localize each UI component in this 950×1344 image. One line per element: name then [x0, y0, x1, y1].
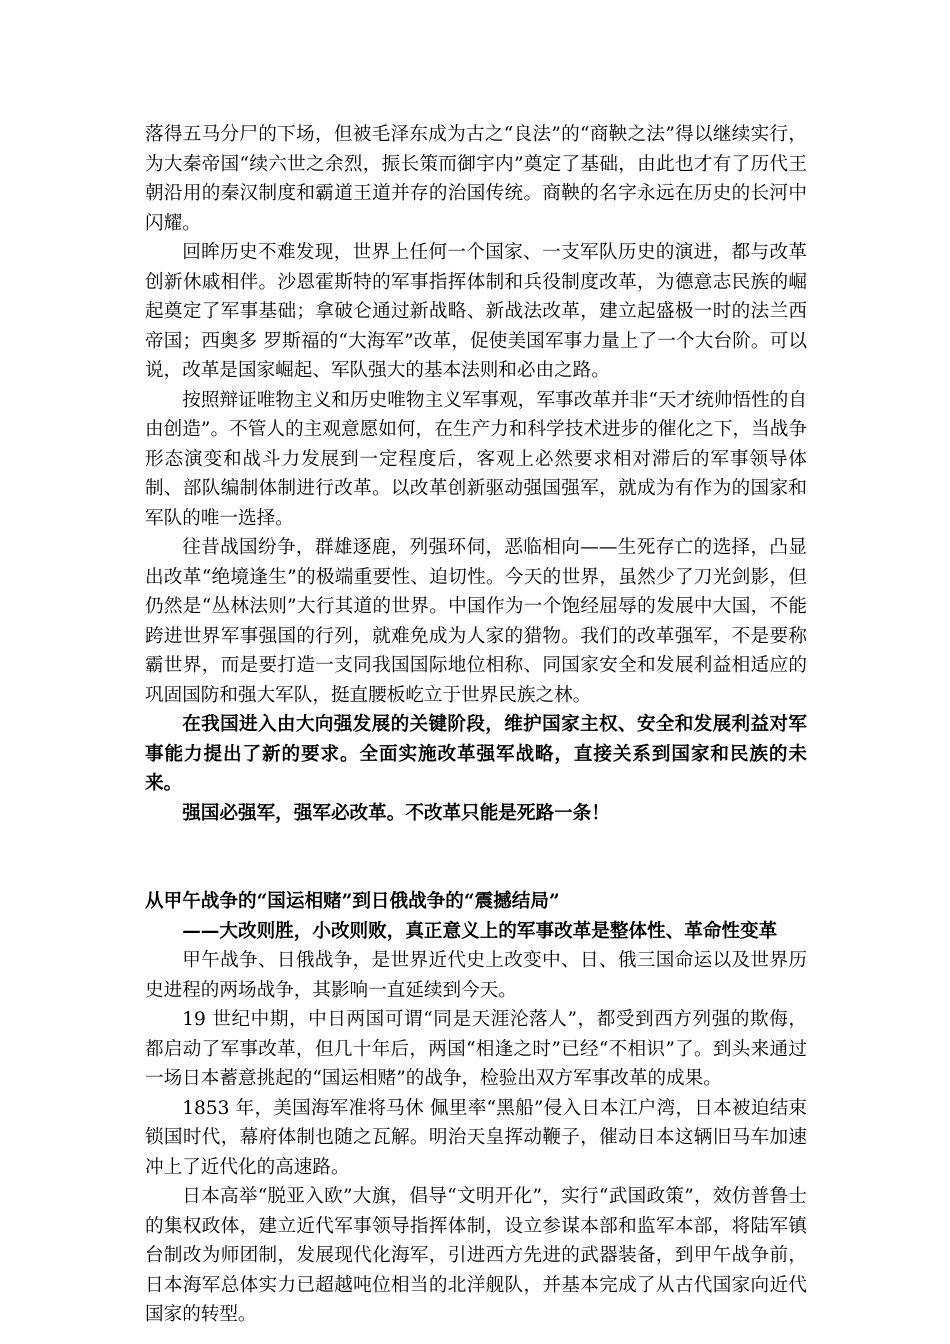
- bold-paragraph: 在我国进入由大向强发展的关键阶段，维护国家主权、安全和发展利益对军事能力提出了新的要求。全面实施改革强军战略，直接关系到国家和民族的未来。: [145, 714, 807, 794]
- paragraph: 甲午战争、日俄战争，是世界近代史上改变中、日、俄三国命运以及世界历史进程的两场战争，其影响一直延续到今天。: [145, 950, 807, 1001]
- section-subheading: ——大改则胜，小改则败，真正意义上的军事改革是整体性、革命性变革: [182, 920, 778, 942]
- paragraph: 回眸历史不难发现，世界上任何一个国家、一支军队历史的演进，都与改革创新休戚相伴。沙恩霍斯特的军事指挥体制和兵役制度改革，为德意志民族的崛起奠定了军事基础；拿破仑通过新战略、新战法改革，建立起盛极一时的法兰西帝国；西奥多 罗斯福的“大海军”改革，促使美国军事力量上了一个大台阶。可以说，改革是国家崛起、军队强大的基本法则和必由之路。: [145, 242, 807, 381]
- document-body: [145, 120, 807, 1330]
- paragraph: 19 世纪中期，中日两国可谓“同是天涯沦落人”，都受到西方列强的欺侮，都启动了军事改革，但几十年后，两国“相逢之时”已经“不相识”了。到头来通过一场日本蓄意挑起的“国运相赌”的战争，检验出双方军事改革的成果。: [145, 1009, 807, 1089]
- section-heading: 从甲午战争的“国运相赌”到日俄战争的“震撼结局”: [145, 891, 560, 912]
- paragraph: 1853 年，美国海军准将马休 佩里率“黑船”侵入日本江户湾，日本被迫结束锁国时代，幕府体制也随之瓦解。明治天皇挥动鞭子，催动日本这辆旧马车加速冲上了近代化的高速路。: [145, 1097, 807, 1178]
- paragraph: 往昔战国纷争，群雄逐鹿，列强环伺，恶临相向——生死存亡的选择，凸显出改革“绝境逢生”的极端重要性、迫切性。今天的世界，虽然少了刀光剑影，但仍然是“丛林法则”大行其道的世界。中国作为一个饱经屈辱的发展中大国，不能跨进世界军事强国的行列，就难免成为人家的猎物。我们的改革强军，不是要称霸世界，而是要打造一支同我国国际地位相称、同国家安全和发展利益相适应的巩固国防和强大军队，挺直腰板屹立于世界民族之林。: [145, 537, 807, 706]
- section-spacer: [145, 828, 807, 887]
- paragraph: 按照辩证唯物主义和历史唯物主义军事观，军事改革并非“天才统帅悟性的自由创造”。不管人的主观意愿如何，在生产力和科学技术进步的催化之下，当战争形态演变和战斗力发展到一定程度后，客观上必然要求相对滞后的军事领导体制、部队编制体制进行改革。以改革创新驱动强国强军，就成为有作为的国家和军队的唯一选择。: [145, 389, 807, 529]
- bold-paragraph: 强国必强军，强军必改革。不改革只能是死路一条！: [182, 802, 610, 824]
- paragraph: 日本高举“脱亚入欧”大旗，倡导“文明开化”，实行“武国政策”，效仿普鲁士的集权政体，建立近代军事领导指挥体制，设立参谋本部和监军本部，将陆军镇台制改为师团制，发展现代化海军，引进西方先进的武器装备，到甲午战争前，日本海军总体实力已超越吨位相当的北洋舰队，并基本完成了从古代国家向近代国家的转型。: [145, 1186, 807, 1325]
- paragraph: 落得五马分尸的下场，但被毛泽东成为古之“良法”的“商鞅之法”得以继续实行，为大秦帝国“续六世之余烈，振长策而御宇内”奠定了基础，由此也才有了历代王朝沿用的秦汉制度和霸道王道并存的治国传统。商鞅的名字永远在历史的长河中闪耀。: [145, 124, 807, 234]
